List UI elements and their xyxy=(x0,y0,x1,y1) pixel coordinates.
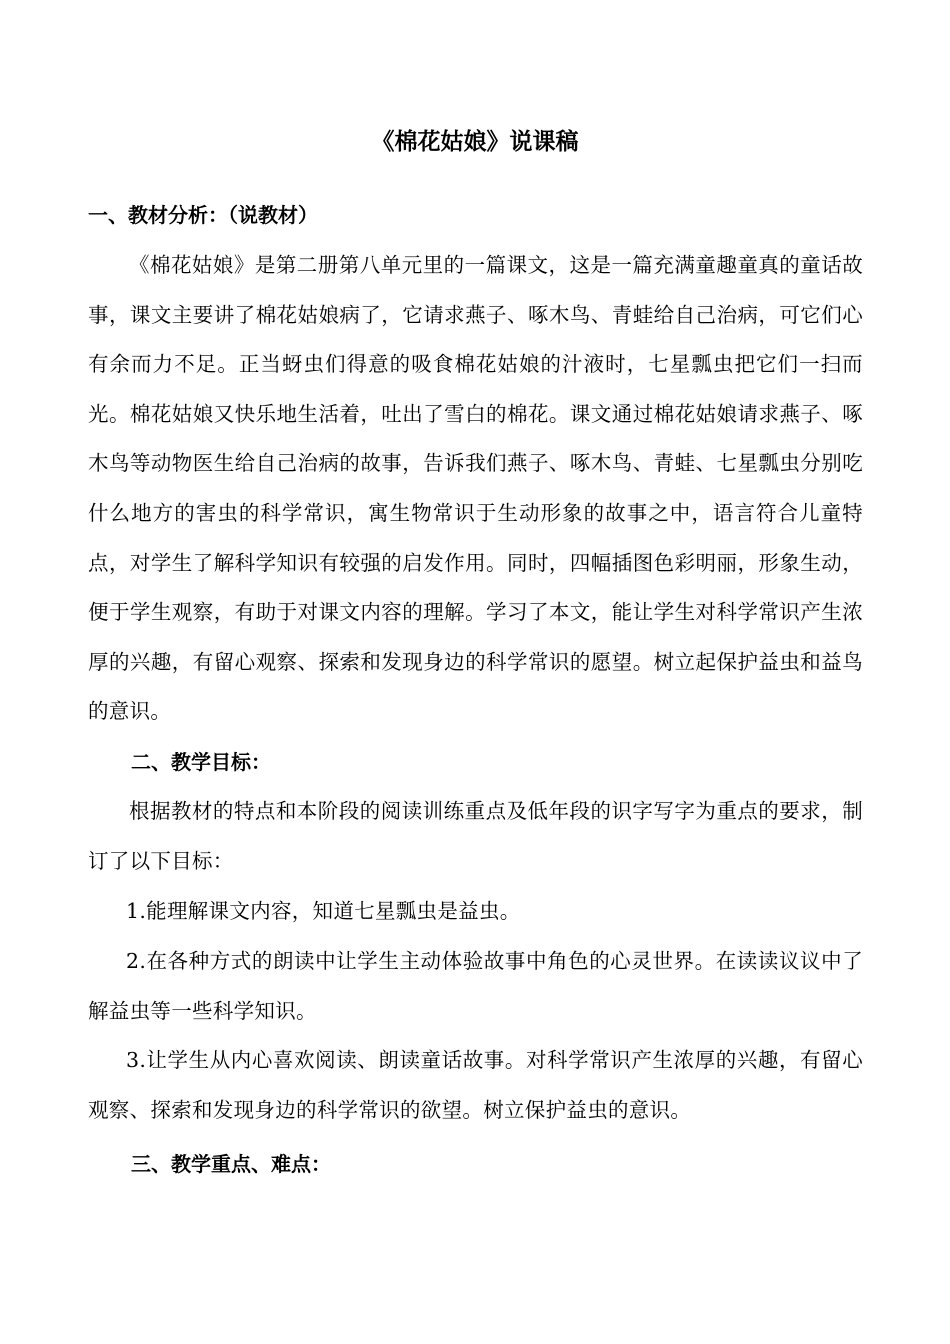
section-3-heading: 三、教学重点、难点： xyxy=(131,1152,331,1176)
goal-item-2: 2.在各种方式的朗读中让学生主动体验故事中角色的心灵世界。在读读议议中了解益虫等一些科学知识。 xyxy=(88,949,863,1023)
section-1-heading: 一、教材分析：（说教材） xyxy=(88,203,318,227)
section-1-paragraph: 《棉花姑娘》是第二册第八单元里的一篇课文，这是一篇充满童趣童真的童话故事，课文主要讲了棉花姑娘病了，它请求燕子、啄木鸟、青蛙给自己治病，可它们心有余而力不足。正当蚜虫们得意的吸食棉花姑娘的汁液时，七星瓢虫把它们一扫而光。棉花姑娘又快乐地生活着，吐出了雪白的棉花。课文通过棉花姑娘请求燕子、啄木鸟等动物医生给自己治病的故事，告诉我们燕子、啄木鸟、青蛙、七星瓢虫分别吃什么地方的害虫的科学常识，寓生物常识于生动形象的故事之中，语言符合儿童特点，对学生了解科学知识有较强的启发作用。同时，四幅插图色彩明丽，形象生动，便于学生观察，有助于对课文内容的理解。学习了本文，能让学生对科学常识产生浓厚的兴趣，有留心观察、探索和发现身边的科学常识的愿望。树立起保护益虫和益鸟的意识。 xyxy=(88,253,863,724)
section-2-heading: 二、教学目标： xyxy=(131,750,271,774)
goal-item-3: 3.让学生从内心喜欢阅读、朗读童话故事。对科学常识产生浓厚的兴趣，有留心观察、探索和发现身边的科学常识的欲望。树立保护益虫的意识。 xyxy=(88,1048,863,1122)
goal-item-1: 1.能理解课文内容，知道七星瓢虫是益虫。 xyxy=(126,899,521,923)
document-title: 《棉花姑娘》说课稿 xyxy=(371,129,579,155)
section-2-intro: 根据教材的特点和本阶段的阅读训练重点及低年段的识字写字为重点的要求，制订了以下目标： xyxy=(88,799,863,873)
